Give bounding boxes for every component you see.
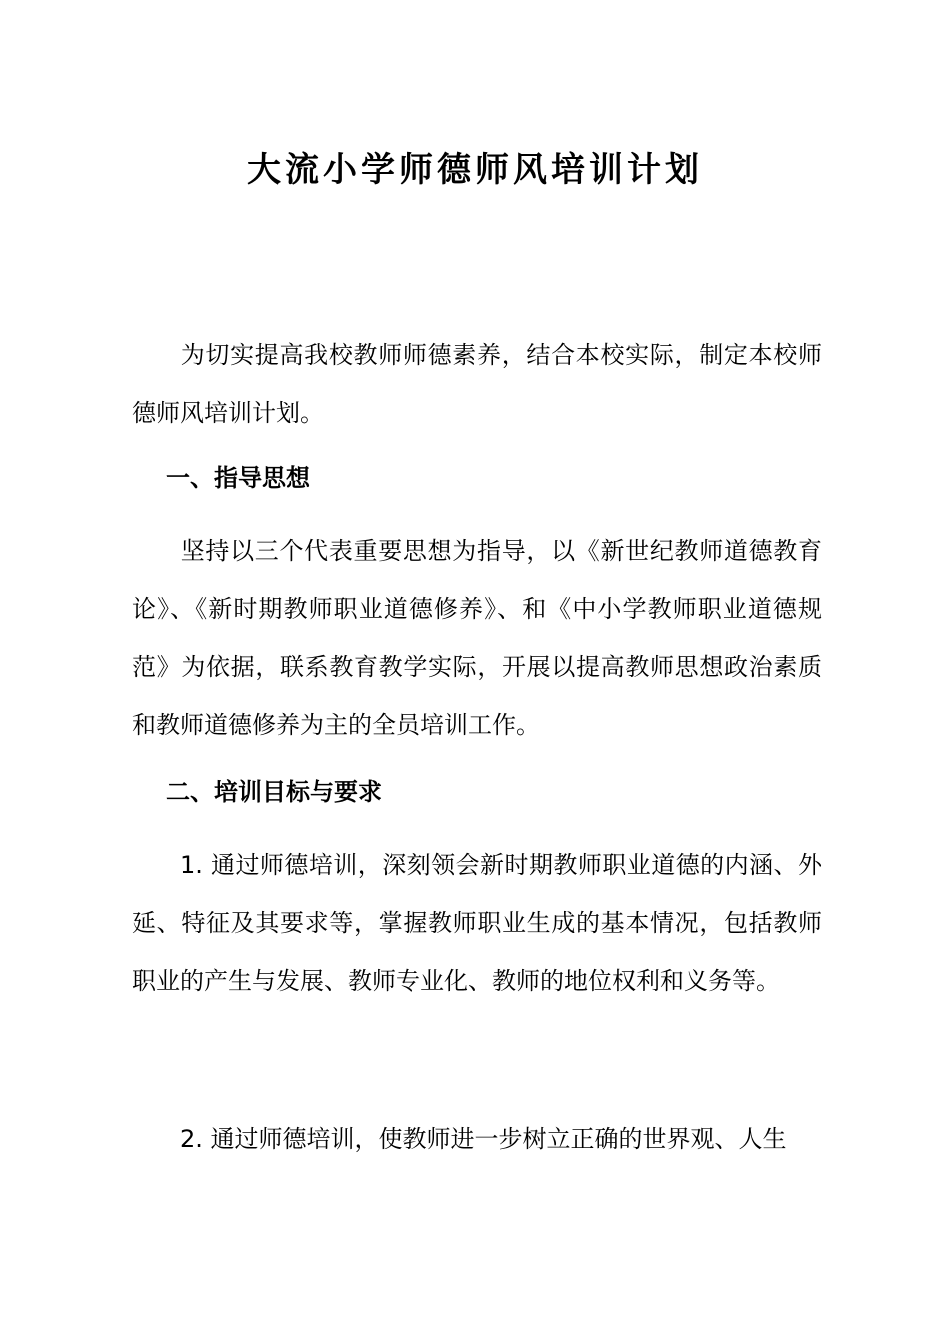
intro-text: 为切实提高我校教师师德素养，结合本校实际，制定本校师德师风培训计划。 <box>132 341 822 427</box>
guiding-thought-paragraph <box>132 522 822 754</box>
goal-item-2-text: 通过师德培训，使教师进一步树立正确的世界观、人生 <box>210 1125 787 1153</box>
goal-item-1-text: 通过师德培训，深刻领会新时期教师职业道德的内涵、外延、特征及其要求等，掌握教师职业生成的基本情况，包括教师职业的产生与发展、教师专业化、教师的地位权利和义务等。 <box>132 851 822 995</box>
goal-item-2 <box>132 1110 822 1168</box>
section-heading-guiding-thought: 一、指导思想 <box>166 464 310 492</box>
goal-item-1-number: 1. <box>180 851 203 879</box>
goal-item-1 <box>132 836 822 1010</box>
document-title: 大流小学师德师风培训计划 <box>247 150 703 190</box>
goal-item-2-number: 2. <box>180 1125 203 1153</box>
section-heading-training-goals: 二、培训目标与要求 <box>166 778 382 806</box>
intro-paragraph <box>132 326 822 442</box>
guiding-thought-text: 坚持以三个代表重要思想为指导，以《新世纪教师道德教育论》、《新时期教师职业道德修养》、和《中小学教师职业道德规范》为依据，联系教育教学实际，开展以提高教师思想政治素质和教师道德修养为主的全员培训工作。 <box>132 537 822 739</box>
